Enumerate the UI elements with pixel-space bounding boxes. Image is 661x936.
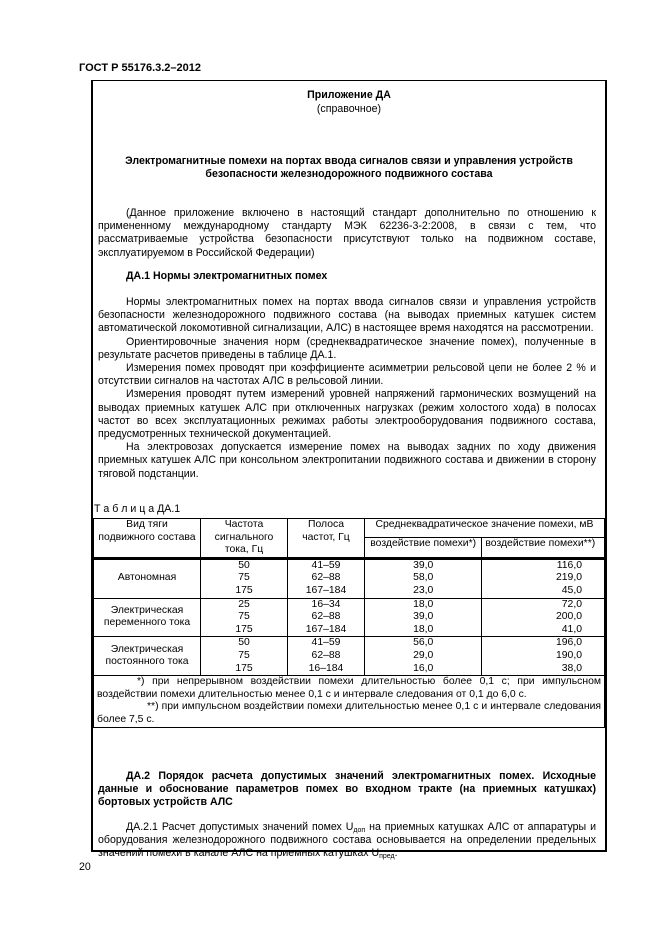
band-cell xyxy=(288,558,365,598)
header-frequency: Частота сигнального тока, Гц xyxy=(201,519,288,559)
value: 62–88 xyxy=(311,572,341,584)
frequency-cell xyxy=(201,598,288,637)
frequency-cell xyxy=(201,637,288,676)
paragraph: Измерения проводят путем измерений уровней напряжений гармонических возмущений на выводах приемных катушек АЛС при отключенных нагрузках (режим холостого хода) в полосах частот во всех эксплуатационных режимах работы электрооборудования подвижного состава, предусмотренных технической документацией. xyxy=(98,388,596,441)
value: 18,0 xyxy=(413,598,434,610)
value: 50 xyxy=(238,559,250,571)
value: 175 xyxy=(235,584,253,596)
value: 39,0 xyxy=(413,611,434,623)
value: 219,0 xyxy=(555,572,582,584)
header-traction: Вид тяги подвижного состава xyxy=(94,519,201,559)
effect2-cell xyxy=(482,637,605,676)
value: 190,0 xyxy=(555,649,582,661)
value: 29,0 xyxy=(413,649,434,661)
value: 75 xyxy=(238,611,250,623)
document-header: ГОСТ Р 55176.3.2–2012 xyxy=(79,62,202,74)
value: 16,0 xyxy=(413,662,434,674)
value: 41–59 xyxy=(311,637,341,649)
main-title: Электромагнитные помехи на портах ввода сигналов связи и управления устройств безопасности железнодорожного подвижного состава xyxy=(125,155,573,181)
value: 200,0 xyxy=(555,611,582,623)
value: 175 xyxy=(235,662,253,674)
value: 38,0 xyxy=(561,662,582,674)
value: 196,0 xyxy=(555,637,582,649)
table-da1 xyxy=(93,518,605,728)
footnote-1: *) при непрерывном воздействии помехи длительностью более 0,1 с; при импульсном воздействии помехи длительностью менее 0,1 с и интервале следования от 0,1 до 6,0 с. xyxy=(97,676,601,700)
value: 16–34 xyxy=(311,598,341,610)
table-row xyxy=(94,637,605,676)
page-number: 20 xyxy=(79,861,91,873)
value: 167–184 xyxy=(305,623,347,635)
annex-note: (Данное приложение включено в настоящий стандарт дополнительно по отношению к примененному международному стандарту МЭК 62236-3-2:2008, в связи с тем, что рассматриваемые устройства безопасности присутствуют только на подвижном составе, эксплуатируемом в Российской Федерации) xyxy=(98,207,596,259)
value: 175 xyxy=(235,623,253,635)
value: 50 xyxy=(238,637,250,649)
value: 18,0 xyxy=(413,623,434,635)
section-da21-paragraph: ДА.2.1 Расчет допустимых значений помех $U_{доп}$ на приемных катушках АЛС от аппаратуры и оборудования железнодорожного подвижного состава основывается на определении предельных значений помехи в канале АЛС на приемных катушках $U_{пред}$. xyxy=(98,821,596,861)
band-cell xyxy=(288,637,365,676)
value: 45,0 xyxy=(561,584,582,596)
value: 41–59 xyxy=(311,559,341,571)
section-da1-heading: ДА.1 Нормы электромагнитных помех xyxy=(126,270,328,282)
traction-type-cell: Электрическая постоянного тока xyxy=(94,637,201,676)
header-effect-1: воздействие помехи*) xyxy=(365,538,482,559)
section-da2-heading: ДА.2 Порядок расчета допустимых значений электромагнитных помех. Исходные данные и обоснование параметров помех во входном тракте (на приемных катушках) бортовых устройств АЛС xyxy=(98,770,596,809)
table-row xyxy=(94,598,605,637)
value: 56,0 xyxy=(413,637,434,649)
value: 58,0 xyxy=(413,572,434,584)
effect2-cell xyxy=(482,558,605,598)
value: 62–88 xyxy=(311,649,341,661)
value: 75 xyxy=(238,649,250,661)
value: 25 xyxy=(238,598,250,610)
traction-type-cell: Электрическая переменного тока xyxy=(94,598,201,637)
value: 167–184 xyxy=(305,584,347,596)
paragraph: Ориентировочные значения норм (среднеквадратическое значение помех), полученные в результате расчетов приведены в таблице ДА.1. xyxy=(98,335,596,361)
frequency-cell xyxy=(201,558,288,598)
value: 16–184 xyxy=(308,662,344,674)
header-rms: Среднеквадратическое значение помехи, мВ xyxy=(365,519,605,538)
band-cell xyxy=(288,598,365,637)
header-band: Полоса частот, Гц xyxy=(288,519,365,559)
table-caption: Т а б л и ц а ДА.1 xyxy=(94,503,181,515)
paragraph: На электровозах допускается измерение помех на выводах задних по ходу движения приемных катушек АЛС при консольном электропитании подвижного состава и движении в сторону тяговой подстанции. xyxy=(98,441,596,480)
header-effect-2: воздействие помехи**) xyxy=(482,538,605,559)
paragraph: Измерения помех проводят при коэффициенте асимметрии рельсовой цепи не более 2 % и отсутствии сигналов на частотах АЛС в рельсовой линии. xyxy=(98,362,596,388)
value: 75 xyxy=(238,572,250,584)
value: 41,0 xyxy=(561,623,582,635)
effect1-cell xyxy=(365,598,482,637)
effect1-cell xyxy=(365,558,482,598)
footnote-2: **) при импульсном воздействии помехи длительностью менее 0,1 с и интервале следования более 7,5 с. xyxy=(97,701,601,725)
annex-title: Приложение ДА xyxy=(307,89,391,101)
paragraph: Нормы электромагнитных помех на портах ввода сигналов связи и управления устройств безопасности железнодорожного подвижного состава (на выводах приемных катушек систем автоматической локомотивной сигнализации, АЛС) в настоящее время находятся на рассмотрении. xyxy=(98,296,596,335)
value: 62–88 xyxy=(311,611,341,623)
value: 72,0 xyxy=(561,598,582,610)
value: 39,0 xyxy=(413,559,434,571)
effect1-cell xyxy=(365,637,482,676)
value: 116,0 xyxy=(556,559,582,571)
effect2-cell xyxy=(482,598,605,637)
traction-type-cell: Автономная xyxy=(94,558,201,598)
table-row xyxy=(94,558,605,598)
section-da1-body xyxy=(98,296,596,481)
value: 23,0 xyxy=(413,584,434,596)
annex-type: (справочное) xyxy=(316,103,382,115)
